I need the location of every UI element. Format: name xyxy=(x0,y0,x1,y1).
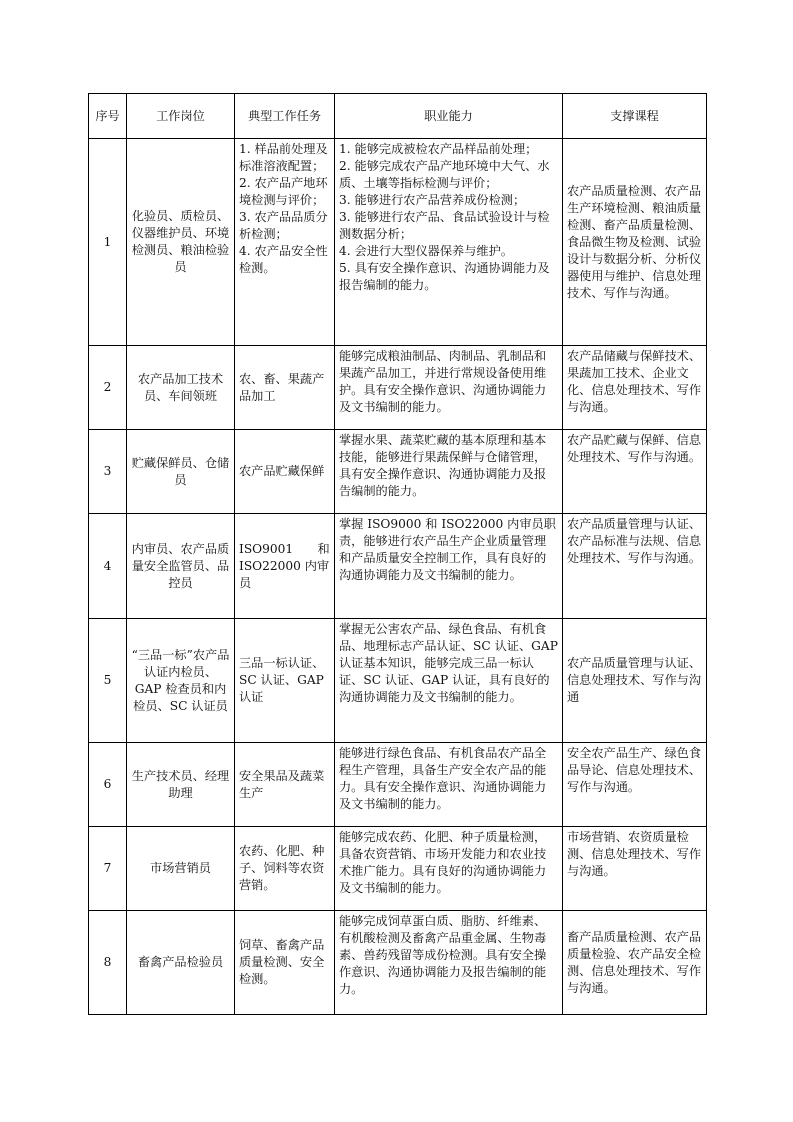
ability-item: 4. 会进行大型仪器保养与维护。 xyxy=(339,244,513,258)
vocational-ability xyxy=(335,827,563,911)
supporting-courses: 市场营销、农资质量检测、信息处理技术、写作与沟通。 xyxy=(563,827,707,911)
supporting-courses: 农产品储藏与保鲜技术、果蔬加工技术、企业文化、信息处理技术、写作与沟通。 xyxy=(563,346,707,430)
job-post: 市场营销员 xyxy=(127,827,235,911)
job-ability-table xyxy=(88,93,707,1015)
table-row xyxy=(89,911,707,1015)
vocational-ability xyxy=(335,514,563,619)
job-post: 农产品加工技术员、车间领班 xyxy=(127,346,235,430)
ability-item: 5. 具有安全操作意识、沟通协调能力及报告编制的能力。 xyxy=(339,261,550,292)
row-number: 5 xyxy=(89,619,127,743)
header-tasks: 典型工作任务 xyxy=(235,94,335,139)
table-row xyxy=(89,139,707,346)
task-item: 3. 农产品品质分析检测； xyxy=(239,210,328,241)
ability-item: 3. 能够进行农产品、食品试验设计与检测数据分析； xyxy=(339,210,550,241)
header-courses: 支撑课程 xyxy=(563,94,707,139)
job-post: 畜禽产品检验员 xyxy=(127,911,235,1015)
vocational-ability xyxy=(335,619,563,743)
job-post: 生产技术员、经理助理 xyxy=(127,743,235,827)
supporting-courses: 农产品质量检测、农产品生产环境检测、粮油质量检测、畜产品质量检测、食品微生物及检测、试验设计与数据分析、分析仪器使用与维护、信息处理技术、写作与沟通。 xyxy=(563,139,707,346)
ability-item: 掌握无公害农产品、绿色食品、有机食品、地理标志产品认证、SC 认证、GAP 认证基本知识，能够完成三品一标认证、SC 认证、GAP 认证，具有良好的沟通协调能力及文书编制的能力。 xyxy=(339,622,558,704)
vocational-ability xyxy=(335,430,563,514)
task-item: 农药、化肥、种子、饲料等农资营销。 xyxy=(239,844,325,892)
vocational-ability xyxy=(335,139,563,346)
row-number: 2 xyxy=(89,346,127,430)
job-post: “三品一标”农产品认证内检员、GAP 检查员和内检员、SC 认证员 xyxy=(127,619,235,743)
ability-item: 1. 能够完成被检农产品样品前处理； xyxy=(339,142,538,156)
table-row xyxy=(89,430,707,514)
typical-tasks xyxy=(235,430,335,514)
header-ability: 职业能力 xyxy=(335,94,563,139)
row-number: 4 xyxy=(89,514,127,619)
ability-item: 2. 能够完成农产品产地环境中大气、水质、土壤等指标检测与评价； xyxy=(339,159,550,190)
table-row xyxy=(89,827,707,911)
ability-item: 能够完成饲草蛋白质、脂肪、纤维素、有机酸检测及畜禽产品重金属、生物毒素、兽药残留等成份检测。具有安全操作意识、沟通协调能力及报告编制的能力。 xyxy=(339,914,547,996)
job-post: 化验员、质检员、仪器维护员、环境检测员、粮油检验员 xyxy=(127,139,235,346)
typical-tasks xyxy=(235,911,335,1015)
row-number: 7 xyxy=(89,827,127,911)
job-post: 贮藏保鲜员、仓储员 xyxy=(127,430,235,514)
vocational-ability xyxy=(335,911,563,1015)
row-number: 8 xyxy=(89,911,127,1015)
task-item: ISO9001 和ISO22000 内审员 xyxy=(239,541,330,590)
task-item: 饲草、畜禽产品质量检测、安全检测。 xyxy=(239,938,325,986)
job-post: 内审员、农产品质量安全监管员、品控员 xyxy=(127,514,235,619)
row-number: 6 xyxy=(89,743,127,827)
ability-item: 掌握 ISO9000 和 ISO22000 内审员职责，能够进行农产品生产企业质量管理和产品质量安全控制工作，具有良好的沟通协调能力及文书编制的能力。 xyxy=(339,517,556,582)
task-item: 2. 农产品产地环境检测与评价； xyxy=(239,176,328,207)
typical-tasks xyxy=(235,827,335,911)
typical-tasks xyxy=(235,619,335,743)
ability-item: 能够完成农药、化肥、种子质量检测，具备农资营销、市场开发能力和农业技术推广能力。具有良好的沟通协调能力及文书编制的能力。 xyxy=(339,830,547,895)
task-item: 安全果品及蔬菜生产 xyxy=(239,768,325,800)
header-seq: 序号 xyxy=(89,94,127,139)
task-item: 农产品贮藏保鲜 xyxy=(239,464,325,478)
task-item: 4. 农产品安全性检测。 xyxy=(239,244,328,275)
header-post: 工作岗位 xyxy=(127,94,235,139)
table-row xyxy=(89,619,707,743)
vocational-ability xyxy=(335,743,563,827)
supporting-courses: 畜产品质量检测、农产品质量检验、农产品安全检测、信息处理技术、写作与沟通。 xyxy=(563,911,707,1015)
typical-tasks xyxy=(235,743,335,827)
supporting-courses: 农产品贮藏与保鲜、信息处理技术、写作与沟通。 xyxy=(563,430,707,514)
table-header-row xyxy=(89,94,707,139)
supporting-courses: 农产品质量管理与认证、信息处理技术、写作与沟通 xyxy=(563,619,707,743)
typical-tasks xyxy=(235,346,335,430)
task-item: 农、畜、果蔬产品加工 xyxy=(239,371,325,403)
typical-tasks xyxy=(235,139,335,346)
ability-item: 能够完成粮油制品、肉制品、乳制品和果蔬产品加工，并进行常规设备使用维护。具有安全操作意识、沟通协调能力及文书编制的能力。 xyxy=(339,349,547,414)
supporting-courses: 安全农产品生产、绿色食品导论、信息处理技术、写作与沟通。 xyxy=(563,743,707,827)
row-number: 3 xyxy=(89,430,127,514)
task-item: 1. 样品前处理及标准溶液配置； xyxy=(239,142,328,173)
table-row xyxy=(89,514,707,619)
ability-item: 掌握水果、蔬菜贮藏的基本原理和基本技能，能够进行果蔬保鲜与仓储管理，具有安全操作意识、沟通协调能力及报告编制的能力。 xyxy=(339,433,547,498)
supporting-courses: 农产品质量管理与认证、农产品标准与法规、信息处理技术、写作与沟通。 xyxy=(563,514,707,619)
ability-item: 能够进行绿色食品、有机食品农产品全程生产管理，具备生产安全农产品的能力。具有安全操作意识、沟通协调能力及文书编制的能力。 xyxy=(339,746,547,811)
table-row xyxy=(89,743,707,827)
ability-item: 3. 能够进行农产品营养成份检测； xyxy=(339,193,526,207)
row-number: 1 xyxy=(89,139,127,346)
task-item: 三品一标认证、SC 认证、GAP 认证 xyxy=(239,656,325,704)
table-row xyxy=(89,346,707,430)
typical-tasks xyxy=(235,514,335,619)
vocational-ability xyxy=(335,346,563,430)
